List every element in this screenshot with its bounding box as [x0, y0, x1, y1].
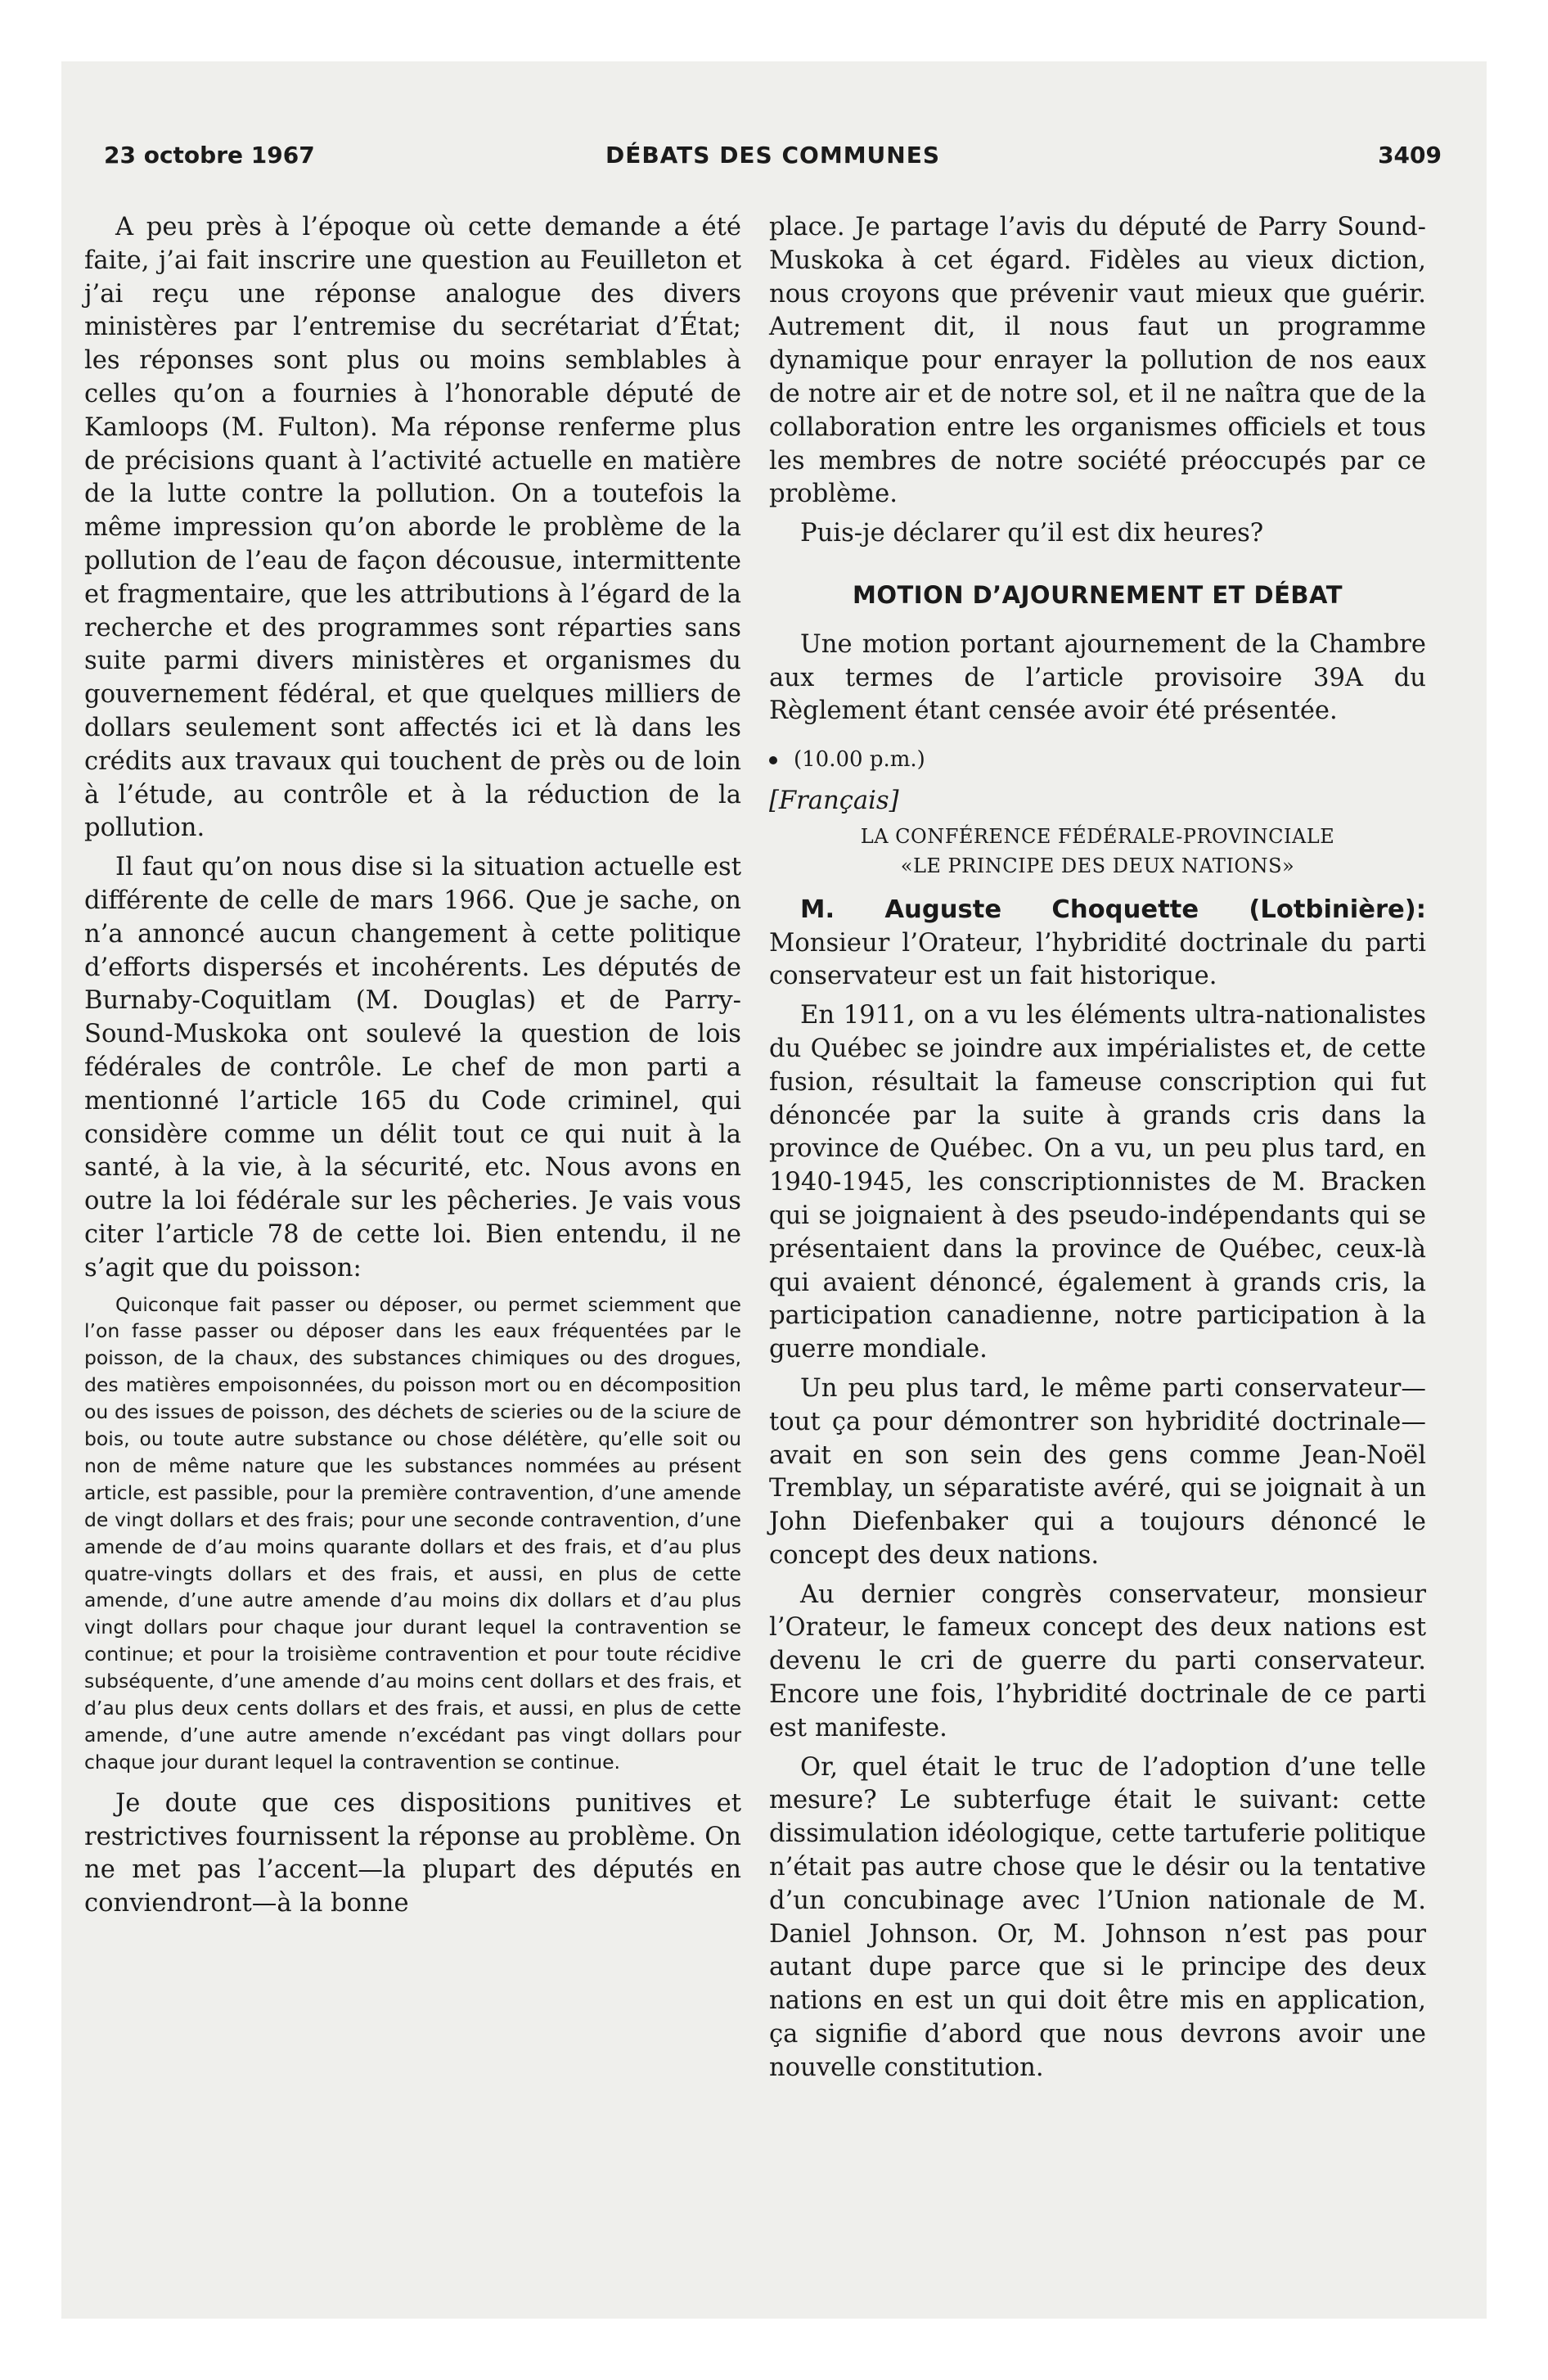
- page-header: [104, 142, 1442, 183]
- speech-opening: Monsieur l’Orateur, l’hybridité doctrinale du parti conservateur est un fait historique.: [769, 928, 1426, 991]
- subheading-line-2: «LE PRINCIPE DES DEUX NATIONS»: [900, 854, 1295, 877]
- section-heading: MOTION D’AJOURNEMENT ET DÉBAT: [852, 580, 1343, 609]
- left-paragraph-2: Il faut qu’on nous dise si la situation actuelle est différente de celle de mars 1966. Que je sache, on n’a annoncé aucun changement à cette politique d’efforts dispersés et incohérents. Les députés de Burnaby-Coquitlam (M. Douglas) et de Parry-Sound-Muskoka ont soulevé la question de lois fédérales de contrôle. Le chef de mon parti a mentionné l’article 165 du Code criminel, qui considère comme un délit tout ce qui nuit à la santé, à la vie, à la sécurité, etc. Nous avons en outre la loi fédérale sur les pêcheries. Je vais vous citer l’article 78 de cette loi. Bien entendu, il ne s’agit que du poisson:: [84, 853, 741, 1282]
- left-paragraph-3: Je doute que ces dispositions punitives et restrictives fournissent la réponse au problème. On ne met pas l’accent—la plupart des députés en conviendront—à la bonne: [84, 1788, 741, 1918]
- fisheries-act-quote: [84, 1291, 741, 1776]
- right-paragraph-4: [769, 894, 1426, 994]
- right-paragraph-5: En 1911, on a vu les éléments ultra-nationalistes du Québec se joindre aux impérialistes et, de cette fusion, résultait la fameuse conscription qui fut dénoncée par la suite à grands cris dans la province de Québec. On a vu, un peu plus tard, en 1940-1945, les conscriptionnistes de M. Bracken qui se joignaient à des pseudo-indépendants qui se présentaient dans la province de Québec, ceux-là qui avaient dénoncé, également à grands cris, la participation canadienne, notre participation à la guerre mondiale.: [769, 1001, 1426, 1364]
- right-paragraph-8: Or, quel était le truc de l’adoption d’une telle mesure? Le subterfuge était le suivant: cette dissimulation idéologique, cette tartuferie politique n’était pas autre chose que le désir ou la tentative d’un concubinage avec l’Union nationale de M. Daniel Johnson. Or, M. Johnson n’est pas pour autant dupe parce que si le principe des deux nations en est un qui doit être mis en application, ça signifie d’abord que nous devrons avoir une nouvelle constitution.: [769, 1752, 1426, 2082]
- language-marker: [Français]: [769, 786, 899, 815]
- speaker-name: M. Auguste Choquette (Lotbinière):: [800, 895, 1426, 924]
- header-title: DÉBATS DES COMMUNES: [605, 142, 941, 169]
- header-date: 23 octobre 1967: [104, 142, 315, 169]
- header-page-number: 3409: [1378, 142, 1442, 169]
- quote-text: Quiconque fait passer ou déposer, ou permet sciemment que l’on fasse passer ou déposer dans les eaux fréquentées par le poisson, de la chaux, des substances chimiques ou des drogues, des matières empoisonnées, du poisson mort ou en décomposition ou des issues de poisson, des déchets de scieries ou de la sciure de bois, ou toute autre substance ou chose délétère, qu’elle soit ou non de même nature que les substances nommées au présent article, est passible, pour la première contravention, d’une amende de vingt dollars et des frais; pour une seconde contravention, d’une amende de d’au moins quarante dollars et des frais, et d’au plus quatre-vingts dollars et des frais, et aussi, en plus de cette amende, d’une autre amende d’au moins dix dollars et d’au plus vingt dollars pour chaque jour durant lequel la contravention se continue; et pour la troisième contravention et pour toute récidive subséquente, d’une amende d’au moins cent dollars et des frais, et d’au plus deux cents dollars et des frais, et aussi, en plus de cette amende, d’une autre amende n’excédant pas vingt dollars pour chaque jour durant lequel la contravention se continue.: [84, 1292, 741, 1774]
- bullet-icon: [769, 756, 777, 764]
- right-paragraph-6: Un peu plus tard, le même parti conservateur—tout ça pour démontrer son hybridité doctrinale—avait en son sein des gens comme Jean-Noël Tremblay, un séparatiste avéré, qui se joignait à un John Diefenbaker qui a toujours dénoncé le concept des deux nations.: [769, 1373, 1426, 1570]
- right-paragraph-2: Puis-je déclarer qu’il est dix heures?: [800, 519, 1264, 548]
- right-column: [769, 211, 1426, 2091]
- timestamp: [769, 743, 1426, 777]
- subheading: [769, 822, 1426, 881]
- right-paragraph-1: place. Je partage l’avis du député de Parry Sound-Muskoka à cet égard. Fidèles au vieux diction, nous croyons que prévenir vaut mieux que guérir. Autrement dit, il nous faut un programme dynamique pour enrayer la pollution de nos eaux de notre air et de notre sol, et il ne naîtra que de la collaboration entre les organismes officiels et tous les membres de notre société préoccupés par ce problème.: [769, 213, 1426, 509]
- timestamp-text: (10.00 p.m.): [794, 747, 925, 773]
- left-paragraph-1: A peu près à l’époque où cette demande a été faite, j’ai fait inscrire une question au Feuilleton et j’ai reçu une réponse analogue des divers ministères par l’entremise du secrétariat d’État; les réponses sont plus ou moins semblables à celles qu’on a fournies à l’honorable député de Kamloops (M. Fulton). Ma réponse renferme plus de précisions quant à l’activité actuelle en matière de la lutte contre la pollution. On a toutefois la même impression qu’on aborde le problème de la pollution de l’eau de façon décousue, intermittente et fragmentaire, que les attributions à l’égard de la recherche et des programmes sont réparties sans suite parmi divers ministères et organismes du gouvernement fédéral, et que quelques milliers de dollars seulement sont affectés ici et là dans les crédits aux travaux qui touchent de près ou de loin à l’étude, au contrôle et à la réduction de la pollution.: [84, 213, 741, 843]
- subheading-line-1: LA CONFÉRENCE FÉDÉRALE-PROVINCIALE: [860, 824, 1335, 848]
- right-paragraph-3: Une motion portant ajournement de la Chambre aux termes de l’article provisoire 39A du Règlement étant censée avoir été présentée.: [769, 629, 1426, 726]
- left-column: [84, 211, 741, 1927]
- right-paragraph-7: Au dernier congrès conservateur, monsieur l’Orateur, le fameux concept des deux nations est devenu le cri de guerre du parti conservateur. Encore une fois, l’hybridité doctrinale de ce parti est manifeste.: [769, 1580, 1426, 1742]
